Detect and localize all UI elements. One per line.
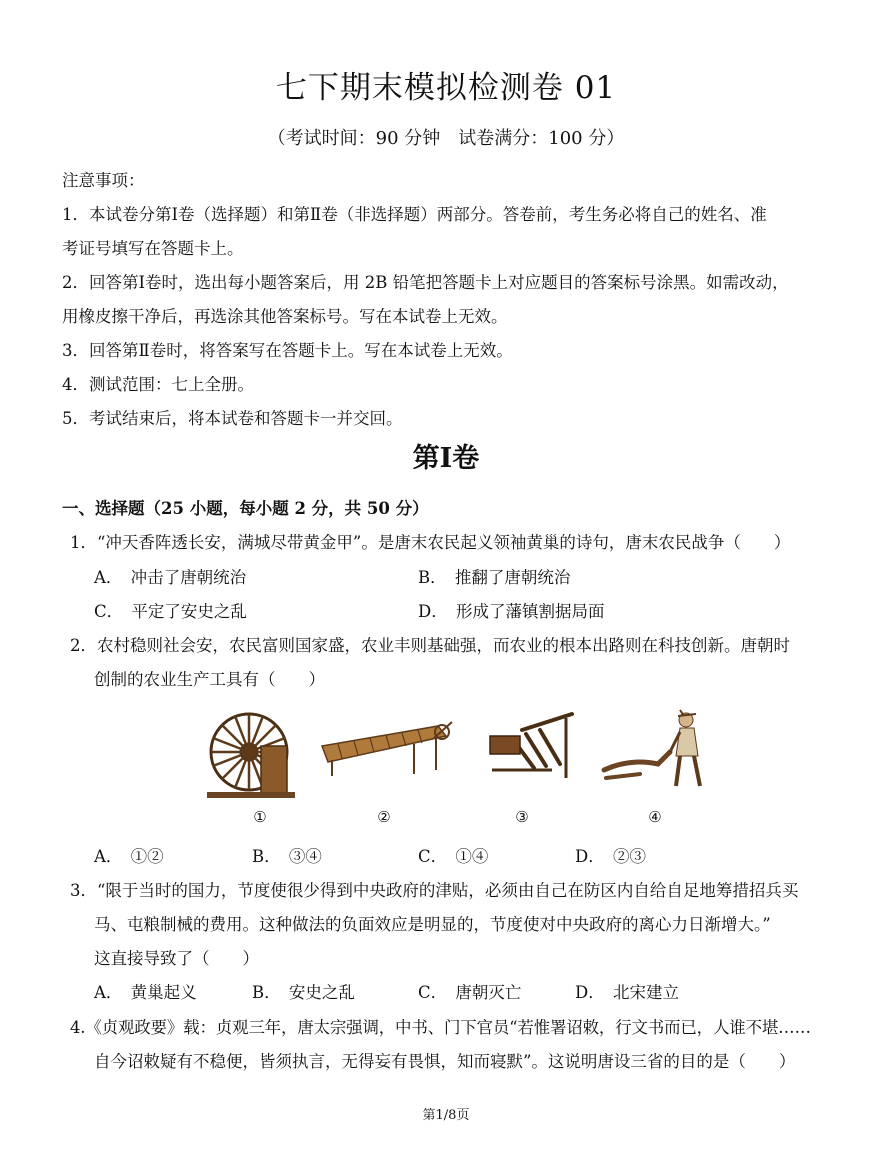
question-4-text: 自今诏敕疑有不稳便，皆须执言，无得妄有畏惧，知而寝默”。这说明唐设三省的目的是（ ） [94,1052,796,1071]
question-3-text: 马、屯粮制械的费用。这种做法的负面效应是明显的，节度使对中央政府的离心力日渐增大。” [94,915,771,934]
question-2-text: 创制的农业生产工具有（ ） [94,670,325,689]
note-line: 考证号填写在答题卡上。 [62,239,244,258]
question-2-text: 2．农村稳则社会安，农民富则国家盛，农业丰则基础强，而农业的根本出路则在科技创新。唐朝时 [70,636,790,655]
q1-option-d: D． 形成了藩镇割据局面 [418,602,605,621]
q3-option-c: C． 唐朝灭亡 [418,983,522,1002]
question-3-text: 3．“限于当时的国力，节度使很少得到中央政府的津贴，必须由自己在防区内自给自足地筹措招兵买 [70,881,799,900]
q2-option-b: B． ③④ [252,847,322,866]
question-1-text: 1．“冲天香阵透长安，满城尽带黄金甲”。是唐末农民起义领袖黄巢的诗句，唐末农民战争（ ） [70,533,791,552]
section-title: 第Ⅰ卷 [412,443,480,474]
note-line: 2．回答第Ⅰ卷时，选出每小题答案后，用 2B 铅笔把答题卡上对应题目的答案标号涂黑。如需改动， [62,273,789,292]
note-line: 4．测试范围：七上全册。 [62,375,254,394]
plough-tool-icon [482,708,578,786]
waterwheel-icon [205,706,297,800]
q3-option-d: D． 北宋建立 [575,983,679,1002]
dragon-backbone-pump-icon [318,716,458,782]
part-heading: 一、选择题（25 小题，每小题 2 分，共 50 分） [62,499,429,518]
note-line: 5．考试结束后，将本试卷和答题卡一并交回。 [62,409,403,428]
page-title: 七下期末模拟检测卷 01 [275,70,617,106]
q2-option-a: A． ①② [94,847,164,866]
q1-option-a: A． 冲击了唐朝统治 [94,568,247,587]
figure-label-3: ③ [515,808,529,826]
q2-option-d: D． ②③ [575,847,646,866]
q3-option-b: B． 安史之乱 [252,983,355,1002]
figure-label-2: ② [377,808,391,826]
question-4-text: 4.《贞观政要》载：贞观三年，唐太宗强调，中书、门下官员“若惟署诏敕，行文书而已，人谁不堪…… [70,1018,811,1037]
q3-option-a: A． 黄巢起义 [94,983,197,1002]
exam-info: （考试时间：90 分钟 试卷满分：100 分） [267,128,625,149]
q1-option-b: B． 推翻了唐朝统治 [418,568,571,587]
ploughing-farmer-icon [600,708,715,790]
notes-heading: 注意事项： [62,171,145,190]
q2-option-c: C． ①④ [418,847,489,866]
question-3-text: 这直接导致了（ ） [94,949,259,968]
note-line: 用橡皮擦干净后，再选涂其他答案标号。写在本试卷上无效。 [62,307,508,326]
figure-label-4: ④ [648,808,662,826]
note-line: 1．本试卷分第Ⅰ卷（选择题）和第Ⅱ卷（非选择题）两部分。答卷前，考生务必将自己的姓名、准 [62,205,767,224]
q1-option-c: C． 平定了安史之乱 [94,602,247,621]
page-number: 第1/8页 [422,1108,470,1123]
figure-label-1: ① [253,808,267,826]
note-line: 3．回答第Ⅱ卷时，将答案写在答题卡上。写在本试卷上无效。 [62,341,513,360]
